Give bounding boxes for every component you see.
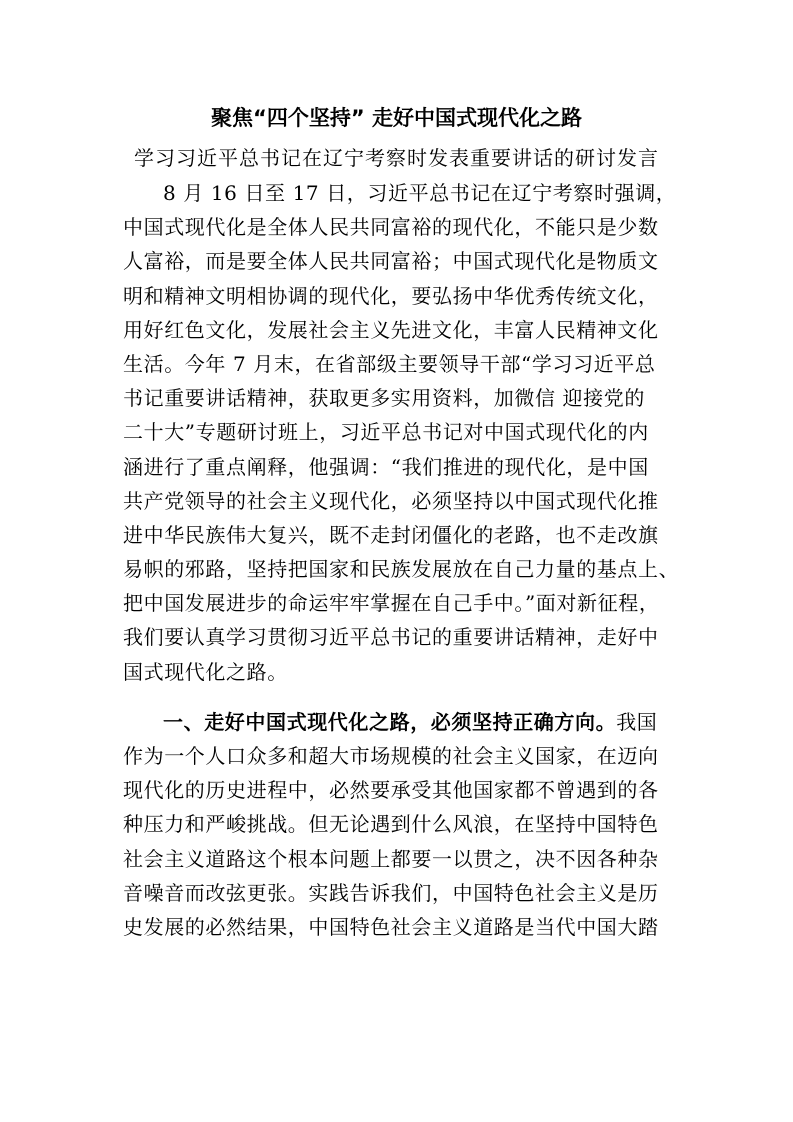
paragraph-spacer <box>123 689 683 705</box>
document-body <box>123 176 683 944</box>
text-line: 8 月 16 日至 17 日，习近平总书记在辽宁考察时强调， <box>163 181 677 205</box>
text-line: 史发展的必然结果，中国特色社会主义道路是当代中国大踏 <box>123 914 659 939</box>
text-line: 进中华民族伟大复兴，既不走封闭僵化的老路，也不走改旗 <box>123 522 659 547</box>
text-line: 二十大”专题研讨班上，习近平总书记对中国式现代化的内 <box>123 420 649 445</box>
text-line: 把中国发展进步的命运牢牢掌握在自己手中。”面对新征程， <box>123 591 660 616</box>
text-line: 人富裕，而是要全体人民共同富裕；中国式现代化是物质文 <box>123 249 659 274</box>
text-line: 涵进行了重点阐释，他强调：“我们推进的现代化，是中国 <box>123 454 649 479</box>
paragraph-section-one <box>123 705 683 944</box>
document-title: 聚焦“四个坚持” 走好中国式现代化之路 <box>211 106 582 130</box>
text-line: 国式现代化之路。 <box>123 659 288 684</box>
text-line: 我们要认真学习贯彻习近平总书记的重要讲话精神，走好中 <box>123 625 659 650</box>
text-line: 作为一个人口众多和超大市场规模的社会主义国家，在迈向 <box>123 744 659 768</box>
text-line: 社会主义道路这个根本问题上都要一以贯之，决不因各种杂 <box>123 846 659 871</box>
text-line <box>123 705 683 739</box>
text-line: 共产党领导的社会主义现代化，必须坚持以中国式现代化推 <box>123 488 659 513</box>
document-subtitle: 学习习近平总书记在辽宁考察时发表重要讲话的研讨发言 <box>134 146 659 170</box>
text-line: 易帜的邪路，坚持把国家和民族发展放在自己力量的基点上、 <box>123 557 680 582</box>
section-heading: 一、走好中国式现代化之路，必须坚持正确方向。 <box>163 709 617 734</box>
text-line: 中国式现代化是全体人民共同富裕的现代化，不能只是少数 <box>123 215 659 240</box>
text-line: 书记重要讲话精神，获取更多实用资料，加微信 迎接党的 <box>123 386 645 411</box>
text-line: 明和精神文明相协调的现代化，要弘扬中华优秀传统文化， <box>123 283 659 308</box>
text-line: 种压力和严峻挑战。但无论遇到什么风浪，在坚持中国特色 <box>123 812 659 837</box>
section-heading-continuation: 我国 <box>616 709 658 734</box>
text-line: 用好红色文化，发展社会主义先进文化，丰富人民精神文化 <box>123 317 659 342</box>
text-line: 生活。今年 7 月末，在省部级主要领导干部“学习习近平总 <box>123 351 656 376</box>
text-line: 音噪音而改弦更张。实践告诉我们，中国特色社会主义是历 <box>123 880 659 905</box>
paragraph-intro <box>123 176 683 689</box>
text-line: 现代化的历史进程中，必然要承受其他国家都不曾遇到的各 <box>123 778 659 803</box>
